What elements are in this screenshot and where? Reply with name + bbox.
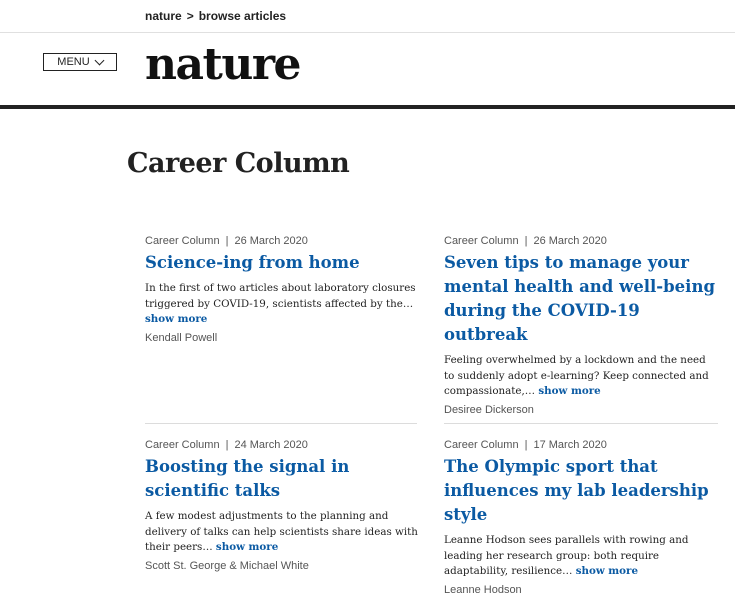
menu-button[interactable] <box>43 53 117 71</box>
article-summary-text: Feeling overwhelmed by a lockdown and the need to suddenly adopt e-learning? Keep connected and compassionate,… <box>444 354 709 397</box>
article-meta <box>145 439 420 451</box>
article-author: Scott St. George & Michael White <box>145 559 309 572</box>
meta-separator: | <box>225 439 229 451</box>
article-category: Career Column <box>444 235 519 247</box>
header-top-divider <box>0 32 735 33</box>
article-summary <box>444 353 719 400</box>
article-summary-text: A few modest adjustments to the planning and delivery of talks can help scientists share ideas with their peers… <box>145 510 418 553</box>
breadcrumb <box>145 8 286 23</box>
article-title-link[interactable]: Boosting the signal in scientific talks <box>145 457 350 500</box>
page-title: Career Column <box>127 148 350 179</box>
article-category: Career Column <box>145 235 220 247</box>
article-author: Desiree Dickerson <box>444 403 534 416</box>
meta-separator: | <box>524 235 528 247</box>
meta-separator: | <box>524 439 528 451</box>
article-date: 17 March 2020 <box>533 439 607 451</box>
article-meta <box>145 235 420 247</box>
nature-logo[interactable]: nature <box>145 39 300 90</box>
article-meta <box>444 439 719 451</box>
article-date: 26 March 2020 <box>533 235 607 247</box>
article-date: 24 March 2020 <box>234 439 308 451</box>
header-bottom-rule <box>0 105 735 109</box>
article-category: Career Column <box>145 439 220 451</box>
article-summary <box>444 533 719 580</box>
article-title-link[interactable]: The Olympic sport that influences my lab leadership style <box>444 457 709 524</box>
row-divider <box>145 423 417 424</box>
row-divider <box>444 423 718 424</box>
article-summary <box>145 509 420 556</box>
show-more-link[interactable]: show more <box>145 313 208 325</box>
breadcrumb-separator: > <box>186 8 194 23</box>
article-card <box>145 439 420 572</box>
article-date: 26 March 2020 <box>234 235 308 247</box>
article-card <box>145 235 420 344</box>
article-card <box>444 439 719 596</box>
article-author: Kendall Powell <box>145 331 218 344</box>
article-title-link[interactable]: Seven tips to manage your mental health and well-being during the COVID-19 outbreak <box>444 253 715 344</box>
article-author: Leanne Hodson <box>444 583 522 596</box>
article-title-link[interactable]: Science-ing from home <box>145 253 360 272</box>
show-more-link[interactable]: show more <box>538 385 601 397</box>
article-meta <box>444 235 719 247</box>
breadcrumb-home-link[interactable]: nature <box>145 8 182 23</box>
show-more-link[interactable]: show more <box>215 541 279 553</box>
show-more-link[interactable]: show more <box>575 565 639 577</box>
article-category: Career Column <box>444 439 519 451</box>
menu-label: MENU <box>57 56 90 68</box>
article-summary-text: Leanne Hodson sees parallels with rowing and leading her research group: both require adaptability, resilience… <box>444 534 689 577</box>
article-card <box>444 235 719 416</box>
breadcrumb-current[interactable]: browse articles <box>198 8 287 23</box>
meta-separator: | <box>225 235 229 247</box>
article-summary <box>145 281 420 328</box>
article-summary-text: In the first of two articles about laboratory closures triggered by COVID-19, scientists affected by the… <box>145 282 416 310</box>
chevron-down-icon <box>94 55 104 65</box>
